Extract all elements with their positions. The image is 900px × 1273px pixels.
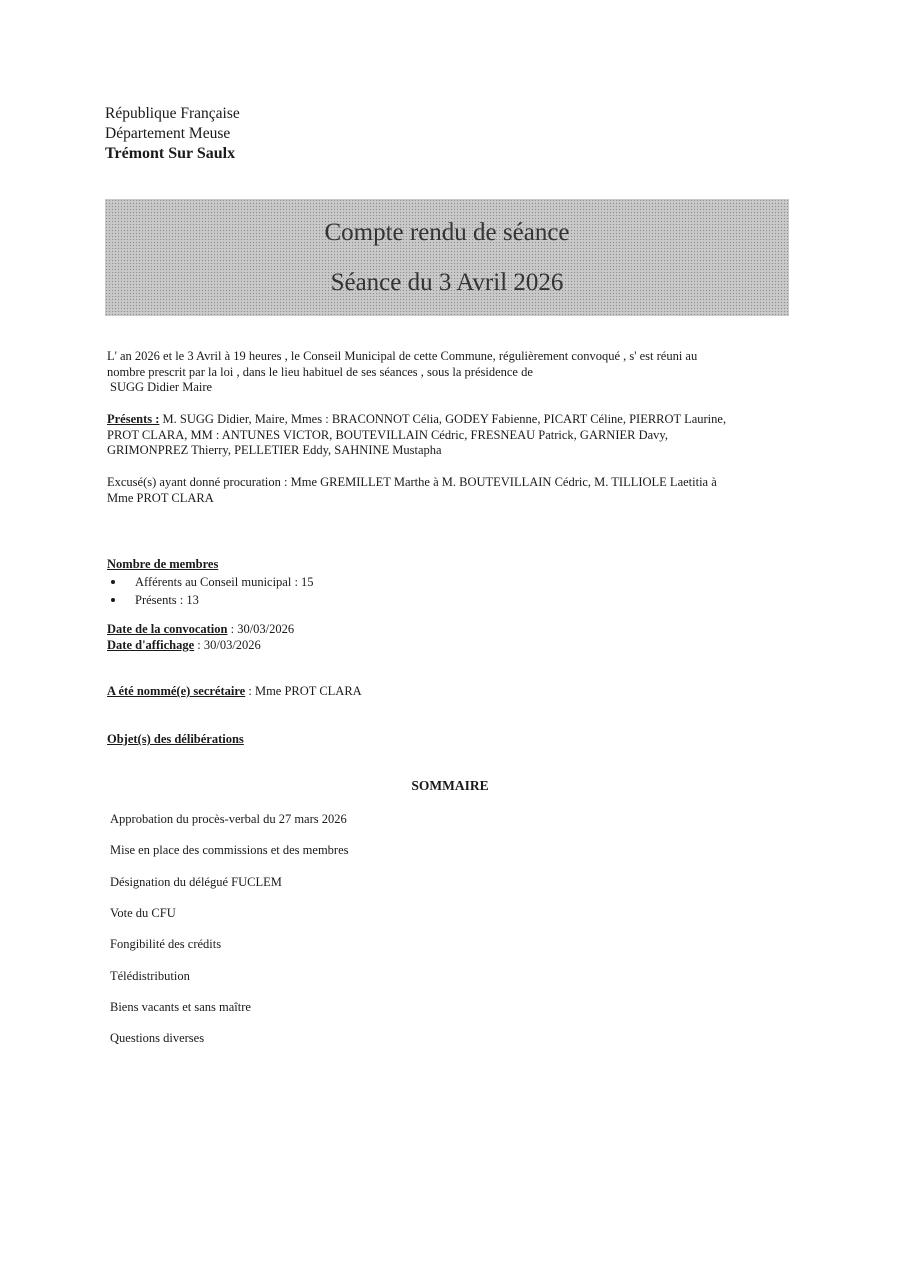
list-item: Questions diverses	[110, 1031, 205, 1045]
members-label: Nombre de membres	[107, 557, 219, 571]
intro-paragraph	[107, 349, 797, 396]
convocation-date-value: : 30/03/2026	[227, 622, 295, 636]
attendees-paragraph	[107, 412, 797, 459]
deliberations-heading	[107, 732, 244, 747]
document-header	[105, 104, 240, 164]
list-item: Désignation du délégué FUCLEM	[110, 875, 282, 889]
attendees-line: GRIMONPREZ Thierry, PELLETIER Eddy, SAHNINE Mustapha	[107, 443, 442, 457]
members-list	[107, 573, 314, 609]
list-item: Approbation du procès-verbal du 27 mars 2026	[110, 812, 347, 826]
commune-name: Trémont Sur Saulx	[105, 145, 236, 162]
secretary-line	[107, 684, 362, 699]
members-section	[107, 555, 314, 609]
intro-line: nombre prescrit par la loi , dans le lieu habituel de ses séances , sous la présidence de	[107, 364, 533, 379]
summary-title: SOMMAIRE	[411, 778, 489, 793]
country-line: République Française	[105, 105, 240, 122]
dates-section	[107, 622, 294, 653]
posting-date-value: : 30/03/2026	[194, 637, 261, 652]
attendees-label: Présents :	[107, 412, 160, 426]
list-item: Mise en place des commissions et des membres	[110, 843, 349, 857]
list-item: Présents : 13	[107, 591, 314, 609]
excused-line: Mme PROT CLARA	[107, 490, 214, 505]
excused-paragraph	[107, 475, 797, 506]
department-line: Département Meuse	[105, 125, 231, 142]
posting-date-label: Date d'affichage	[107, 637, 195, 652]
list-item: Biens vacants et sans maître	[110, 1000, 251, 1014]
list-item: Télédistribution	[110, 969, 190, 983]
deliberations-label: Objet(s) des délibérations	[107, 732, 244, 746]
session-date-title: Séance du 3 Avril 2026	[330, 269, 564, 296]
document-title: Compte rendu de séance	[324, 219, 570, 246]
intro-line: SUGG Didier Maire	[110, 380, 213, 394]
attendees-line: M. SUGG Didier, Maire, Mmes : BRACONNOT Célia, GODEY Fabienne, PICART Céline, PIERROT Laurine,	[159, 412, 727, 426]
title-banner	[105, 199, 789, 316]
secretary-value: : Mme PROT CLARA	[245, 684, 362, 698]
secretary-label: A été nommé(e) secrétaire	[107, 684, 246, 698]
list-item: Vote du CFU	[110, 906, 176, 920]
attendees-line: PROT CLARA, MM : ANTUNES VICTOR, BOUTEVILLAIN Cédric, FRESNEAU Patrick, GARNIER Davy,	[107, 427, 668, 442]
excused-line: Excusé(s) ayant donné procuration : Mme GREMILLET Marthe à M. BOUTEVILLAIN Cédric, M. TILLIOLE Laetitia à	[107, 475, 717, 489]
list-item: Afférents au Conseil municipal : 15	[107, 573, 314, 591]
intro-line: L' an 2026 et le 3 Avril à 19 heures , le Conseil Municipal de cette Commune, régulièrement convoqué , s' est réuni au	[107, 349, 698, 363]
list-item: Fongibilité des crédits	[110, 937, 222, 951]
convocation-date-label: Date de la convocation	[107, 622, 228, 636]
